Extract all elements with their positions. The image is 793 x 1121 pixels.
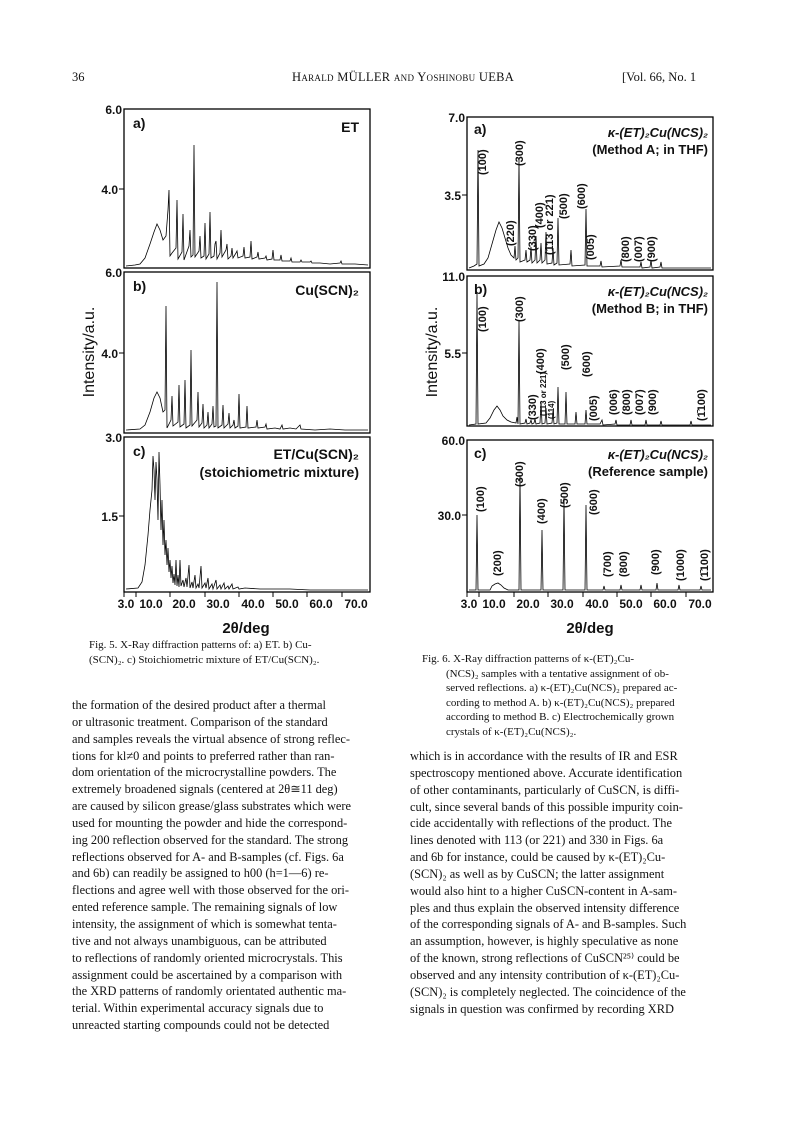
text-line: extremely broadened signals (centered at 2θ≅11 deg) <box>72 782 338 797</box>
fig6-xtick-label: 40.0 <box>585 597 609 611</box>
text-line: the formation of the desired product after a thermal <box>72 698 326 712</box>
text-line: ples and thus explain the observed intensity difference <box>410 900 680 915</box>
fig6-panel-a-letter: a) <box>474 121 487 137</box>
fig5-y-axis-label: Intensity/a.u. <box>81 306 98 398</box>
fig6-panel-a-peak-labels <box>477 140 658 262</box>
fig5-panel-c-ytick-max: 3.0 <box>105 431 122 445</box>
peak-label: (300) <box>514 461 526 487</box>
fig6-panel-c <box>438 434 713 592</box>
fig6-panel-b-ytick-max: 11.0 <box>442 270 465 284</box>
peak-label: (300) <box>514 140 526 166</box>
fig5-panel-a-title: ET <box>341 119 359 135</box>
fig6-panel-a-title: κ-(ET)₂Cu(NCS)₂ <box>607 125 708 140</box>
fig5-panel-c-ytick-mid: 1.5 <box>101 510 118 524</box>
fig5-xtick-label: 60.0 <box>309 597 333 611</box>
text-line: would also hint to a higher CuSCN-content in A-sam- <box>410 883 678 898</box>
fig6-caption-line: (NCS)₂ samples with a tentative assignment of ob- <box>446 667 669 680</box>
fig6-xtick-label: 20.0 <box>516 597 540 611</box>
peak-label: (400) <box>534 202 546 228</box>
text-line: intensity, the assignment of which is somewhat tenta- <box>72 916 337 931</box>
text-line: used for mounting the powder and hide the correspond- <box>72 815 348 830</box>
peak-label: (006) <box>608 389 620 415</box>
fig5-panel-b-ytick-mid: 4.0 <box>101 347 118 361</box>
peak-label: (900) <box>647 389 659 415</box>
fig6-panel-c-letter: c) <box>474 445 487 461</box>
text-line: of the known, strong reflections of CuSCN²⁵⁾ could be <box>410 951 680 966</box>
fig6-x-axis-label: 2θ/deg <box>566 620 614 637</box>
text-line: cide accidentally with reflections of the product. The <box>410 816 672 831</box>
peak-label: (330) <box>527 225 539 251</box>
peak-label: (800) <box>621 389 633 415</box>
peak-label: (900) <box>650 549 662 575</box>
text-line: and samples reveals the virtual absence of strong reflec- <box>72 731 350 746</box>
text-line: or ultrasonic treatment. Comparison of the standard <box>72 714 328 729</box>
peak-label: (700) <box>602 551 614 577</box>
fig6-panel-b-ytick-mid: 5.5 <box>444 347 461 361</box>
text-line: lines denoted with 113 (or 221) and 330 in Figs. 6a <box>410 833 664 848</box>
fig5-panel-a-ytick-mid: 4.0 <box>101 183 118 197</box>
journal-volume: [Vol. 66, No. 1 <box>622 70 697 84</box>
peak-label: (800) <box>618 551 630 577</box>
fig6-panel-c-title2: (Reference sample) <box>588 464 708 479</box>
fig5-xtick-label: 70.0 <box>344 597 368 611</box>
fig5-xtick-label: 3.0 <box>117 597 135 611</box>
peak-label: (900) <box>646 236 658 262</box>
peak-label: (113 or 221) <box>539 371 548 416</box>
fig6-caption-line: cording to method A. b) κ-(ET)₂Cu(NCS)₂ prepared <box>446 696 675 709</box>
text-line: the XRD patterns of randomly orientated authentic ma- <box>72 984 347 999</box>
fig6-xtick-label: 50.0 <box>619 597 643 611</box>
fig5-panel-b-ytick-max: 6.0 <box>105 266 122 280</box>
peak-label: (100) <box>475 486 487 512</box>
text-line: ented reference sample. The remaining signals of low <box>72 900 338 915</box>
peak-label: (100) <box>477 149 489 175</box>
text-line: dom orientation of the microcrystalline powders. The <box>72 765 337 780</box>
peak-label: (1̄100) <box>696 389 708 421</box>
fig6-x-axis <box>461 592 712 637</box>
fig5-panel-a-letter: a) <box>133 115 146 131</box>
peak-label: (600) <box>576 183 588 209</box>
peak-label: (500) <box>560 344 572 370</box>
text-line: observed and any intensity contribution of κ-(ET)₂Cu- <box>410 967 680 982</box>
peak-label: (007) <box>634 389 646 415</box>
text-line: flections and agree well with those observed for the ori- <box>72 883 349 898</box>
fig6-panel-b-title: κ-(ET)₂Cu(NCS)₂ <box>607 284 708 299</box>
fig5-panel-c-title2: (stoichiometric mixture) <box>199 464 359 480</box>
fig6-xtick-label: 70.0 <box>688 597 712 611</box>
peak-label: (114) <box>547 400 556 419</box>
fig5-panel-b-title: Cu(SCN)₂ <box>295 282 359 298</box>
body-column-right <box>410 748 722 1018</box>
fig6-xtick-label: 30.0 <box>550 597 574 611</box>
fig5-xtick-label: 30.0 <box>206 597 230 611</box>
text-line: ing 200 reflection observed for the standard. The strong <box>72 832 349 847</box>
fig6-caption-line: crystals of κ-(ET)₂Cu(NCS)₂. <box>446 725 577 738</box>
peak-label: (500) <box>558 193 570 219</box>
fig5-panel-b-letter: b) <box>133 278 147 294</box>
fig6-caption-line: served reflections. a) κ-(ET)₂Cu(NCS)₂ prepared ac- <box>446 682 678 694</box>
text-line: cult, since several bands of this possible impurity coin- <box>410 799 683 814</box>
fig6-panel-b <box>442 270 713 426</box>
fig5-xtick-label: 10.0 <box>139 597 163 611</box>
text-line: signals in question was confirmed by recording XRD <box>410 1001 674 1016</box>
text-line: and 6b for instance, could be caused by κ-(ET)₂Cu- <box>410 850 666 865</box>
fig6-panel-c-ytick-max: 60.0 <box>441 434 465 448</box>
peak-label: (007) <box>633 236 645 262</box>
text-line: are caused by silicon grease/glass substrates which were <box>72 799 352 814</box>
peak-label: (100) <box>477 306 489 332</box>
fig6-panel-a-title2: (Method A; in THF) <box>592 142 708 157</box>
peak-label: (600) <box>588 489 600 515</box>
fig5-xtick-label: 40.0 <box>241 597 265 611</box>
text-line: to reflections of randomly oriented microcrystals. This <box>72 950 343 965</box>
fig5-caption-line: (SCN)₂. c) Stoichiometric mixture of ET/Cu(SCN)₂. <box>89 653 320 666</box>
peak-label: (400) <box>535 348 547 374</box>
peak-label: (005) <box>585 234 597 260</box>
peak-label: (005) <box>588 395 600 421</box>
fig5-panel-c-title: ET/Cu(SCN)₂ <box>273 446 359 462</box>
fig6-panel-a-ytick-max: 7.0 <box>448 111 465 125</box>
fig6-panel-a <box>444 111 713 270</box>
text-line: tions for kl≠0 and points to preferred rather than ran- <box>72 748 335 763</box>
text-line: reflections observed for A- and B-samples (cf. Figs. 6a <box>72 849 344 864</box>
text-line: terial. Within experimental accuracy signals due to <box>72 1001 324 1016</box>
text-line: and 6b) can readily be assigned to h00 (h=1—6) re- <box>72 866 329 881</box>
fig5-xtick-label: 50.0 <box>275 597 299 611</box>
peak-label: (300) <box>514 296 526 322</box>
fig5-panel-c-letter: c) <box>133 443 146 459</box>
text-line: an assumption, however, is highly speculative as none <box>410 934 679 949</box>
text-line: (SCN)₂ is completely neglected. The coincidence of the <box>410 984 686 999</box>
peak-label: (113 or 221) <box>544 194 556 255</box>
text-line: which is in accordance with the results of IR and ESR <box>410 749 678 763</box>
figure-6-caption <box>422 652 722 739</box>
text-line: assignment could be ascertained by a comparison with <box>72 967 343 982</box>
text-line: unreacted starting compounds could not be detected <box>72 1018 330 1033</box>
text-line: tive and not always unambiguous, can be attributed <box>72 933 327 948</box>
peak-label: (200) <box>492 550 504 576</box>
fig6-panel-a-ytick-mid: 3.5 <box>444 189 461 203</box>
text-line: of other contaminants, particularly of CuSCN, is diffi- <box>410 782 680 797</box>
fig6-panel-b-letter: b) <box>474 281 488 297</box>
text-line: spectroscopy mentioned above. Accurate identification <box>410 765 683 780</box>
fig6-panel-c-ytick-mid: 30.0 <box>437 509 461 523</box>
peak-label: (1̄100) <box>699 549 711 581</box>
fig5-panel-a-ytick-max: 6.0 <box>105 103 122 117</box>
body-column-left <box>72 697 372 1034</box>
peak-label: (800) <box>620 236 632 262</box>
fig6-caption-line: according to method B. c) Electrochemically grown <box>446 711 675 723</box>
peak-label: (500) <box>559 482 571 508</box>
text-line: of the corresponding signals of A- and B-samples. Such <box>410 917 687 932</box>
text-line: (SCN)₂ as well as by CuSCN; the latter assignment <box>410 866 665 881</box>
fig6-xtick-label: 3.0 <box>460 597 478 611</box>
page-number: 36 <box>72 70 85 84</box>
peak-label: (400) <box>536 498 548 524</box>
fig6-y-axis-label: Intensity/a.u. <box>424 306 441 398</box>
peak-label: (220) <box>505 220 517 246</box>
fig5-xtick-label: 20.0 <box>172 597 196 611</box>
fig6-panel-b-title2: (Method B; in THF) <box>591 301 708 316</box>
peak-label: (600) <box>581 351 593 377</box>
fig6-panel-c-title: κ-(ET)₂Cu(NCS)₂ <box>607 447 708 462</box>
fig5-caption-line: Fig. 5. X-Ray diffraction patterns of: a) ET. b) Cu- <box>89 639 312 651</box>
fig6-xtick-label: 10.0 <box>482 597 506 611</box>
fig6-caption-line: Fig. 6. X-Ray diffraction patterns of κ-(ET)₂Cu- <box>422 653 635 665</box>
peak-label: (330) <box>527 394 539 420</box>
fig5-x-axis-label: 2θ/deg <box>222 620 270 637</box>
peak-label: (1000) <box>675 549 687 581</box>
running-authors: Harald MÜLLER and Yoshinobu UEBA <box>292 70 515 84</box>
fig6-xtick-label: 60.0 <box>653 597 677 611</box>
